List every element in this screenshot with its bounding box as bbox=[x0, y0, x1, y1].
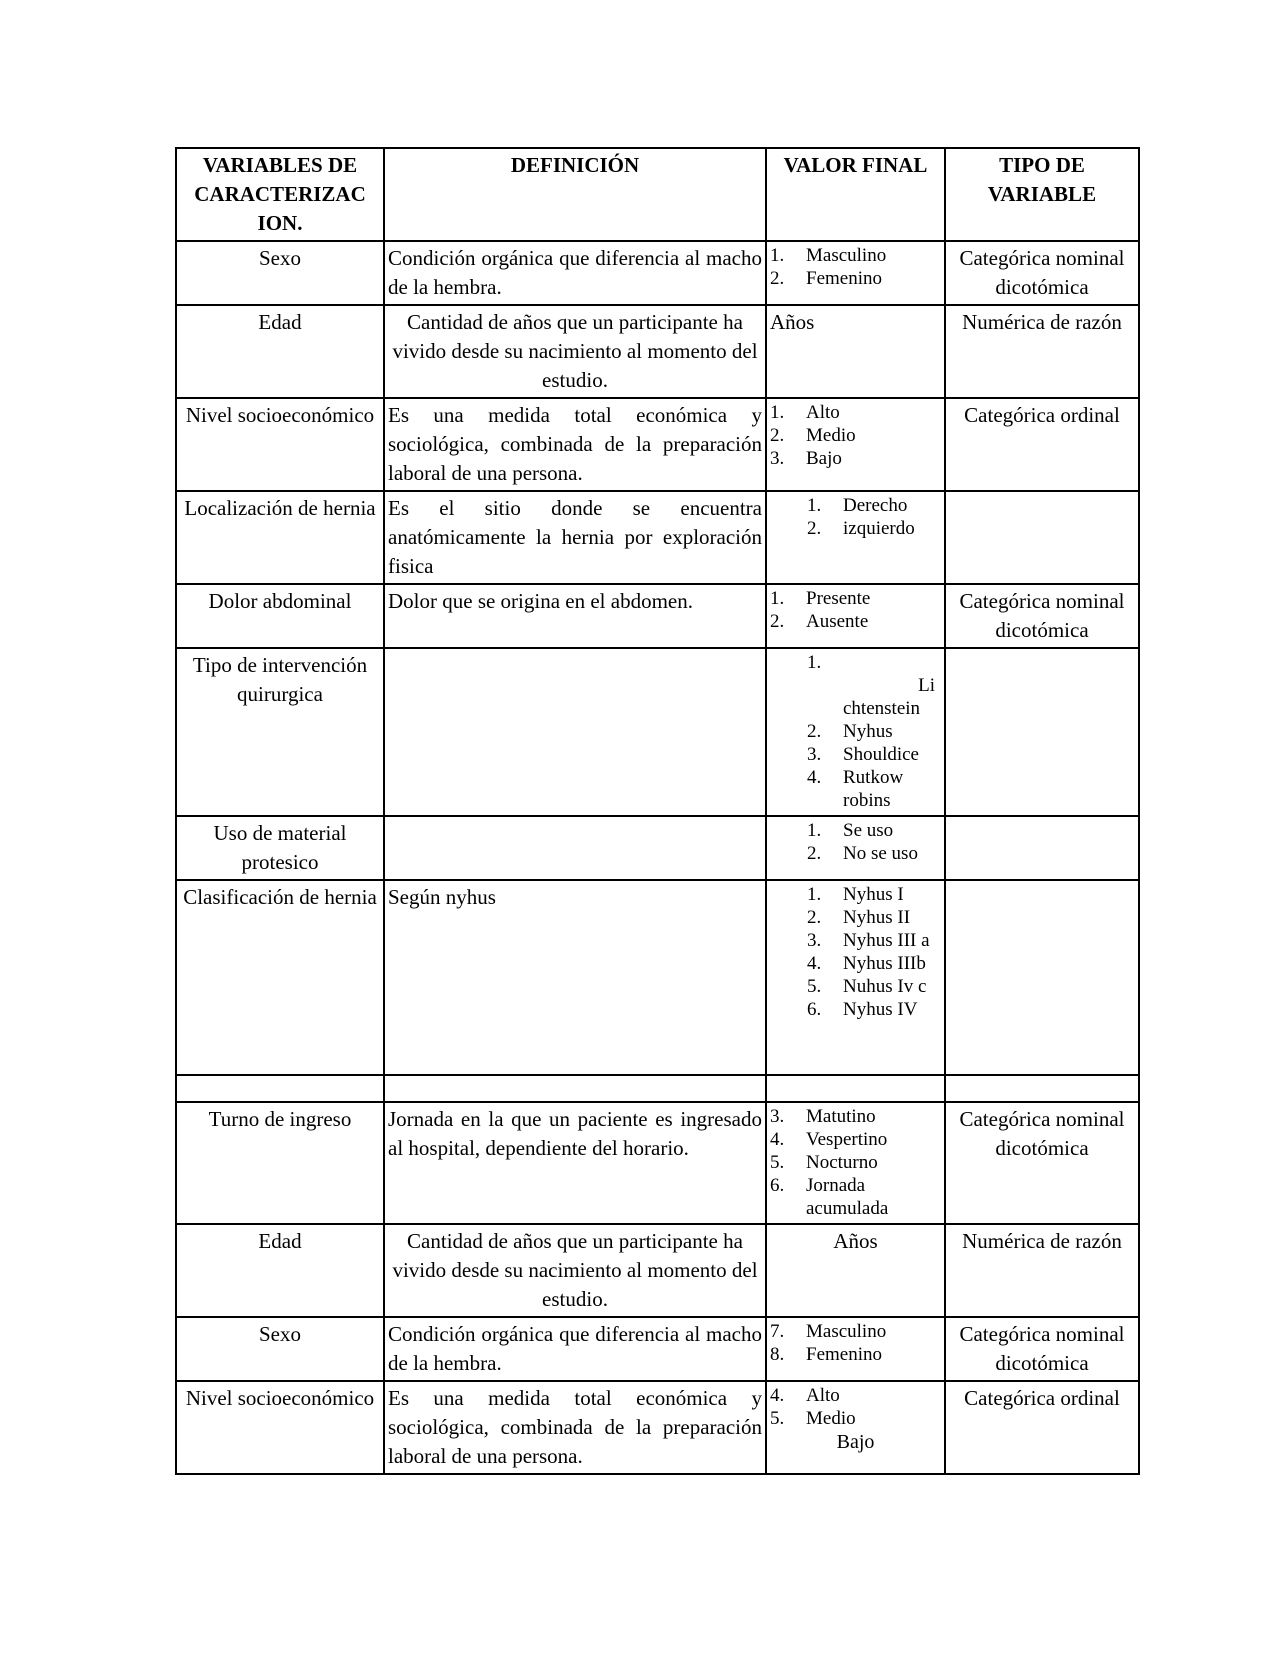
table-row bbox=[176, 1224, 1139, 1317]
list-item: 2. Ausente bbox=[770, 611, 869, 632]
variable-cell: Clasificación de hernia bbox=[176, 880, 384, 1075]
table-row bbox=[176, 491, 1139, 584]
variable-cell: Dolor abdominal bbox=[176, 584, 384, 648]
table-row bbox=[176, 241, 1139, 305]
value-cell bbox=[766, 1102, 945, 1224]
table-row bbox=[176, 816, 1139, 880]
table-row bbox=[176, 1317, 1139, 1381]
type-cell bbox=[945, 880, 1139, 1075]
value-cell bbox=[766, 398, 945, 491]
list-item: 7. Masculino bbox=[770, 1321, 887, 1342]
type-cell bbox=[945, 816, 1139, 880]
header-tipo: TIPO DE VARIABLE bbox=[945, 148, 1139, 241]
variable-cell: Uso de material protesico bbox=[176, 816, 384, 880]
value-list bbox=[770, 1384, 941, 1430]
type-cell: Numérica de razón bbox=[945, 1224, 1139, 1317]
variable-cell: Localización de hernia bbox=[176, 491, 384, 584]
list-item: 6. Nyhus IV bbox=[807, 999, 918, 1020]
table-row bbox=[176, 648, 1139, 816]
table-row bbox=[176, 1102, 1139, 1224]
value-cell bbox=[766, 491, 945, 584]
list-item: chtenstein bbox=[843, 698, 921, 719]
table-row bbox=[176, 398, 1139, 491]
value-cell bbox=[766, 816, 945, 880]
list-item: 1. Alto bbox=[770, 402, 840, 423]
definition-cell: Jornada en la que un paciente es ingresado al hospital, dependiente del horario. bbox=[384, 1102, 766, 1224]
value-cell: Años bbox=[766, 1224, 945, 1317]
definition-cell: Condición orgánica que diferencia al macho de la hembra. bbox=[384, 241, 766, 305]
list-item: 2. izquierdo bbox=[807, 518, 915, 539]
header-variables: VARIABLES DE CARACTERIZAC ION. bbox=[176, 148, 384, 241]
variable-cell: Nivel socioeconómico bbox=[176, 1381, 384, 1474]
variable-cell: Sexo bbox=[176, 1317, 384, 1381]
variable-cell: Sexo bbox=[176, 241, 384, 305]
list-item: 2. No se uso bbox=[807, 843, 918, 864]
list-item: 1. Nyhus I bbox=[807, 884, 904, 905]
value-list bbox=[770, 401, 941, 470]
type-cell: Categórica ordinal bbox=[945, 398, 1139, 491]
type-cell bbox=[945, 491, 1139, 584]
list-item: 3. Bajo bbox=[770, 448, 842, 469]
definition-cell: Cantidad de años que un participante ha vivido desde su nacimiento al momento del estudio. bbox=[384, 1224, 766, 1317]
value-cell bbox=[766, 584, 945, 648]
type-cell: Categórica nominal dicotómica bbox=[945, 241, 1139, 305]
type-cell: Numérica de razón bbox=[945, 305, 1139, 398]
list-item: 4. Alto bbox=[770, 1385, 840, 1406]
value-cell: Años bbox=[766, 305, 945, 398]
list-item: 2. Femenino bbox=[770, 268, 882, 289]
type-cell: Categórica ordinal bbox=[945, 1381, 1139, 1474]
variable-cell: Edad bbox=[176, 305, 384, 398]
type-cell bbox=[945, 648, 1139, 816]
definition-cell bbox=[384, 648, 766, 816]
list-item: 6. Jornada acumulada bbox=[770, 1175, 889, 1219]
value-cell bbox=[766, 1381, 945, 1474]
list-item: 1. bbox=[807, 652, 822, 673]
list-item: 1. Masculino bbox=[770, 245, 887, 266]
list-item: 8. Femenino bbox=[770, 1344, 882, 1365]
list-item: 3. Nyhus III a bbox=[807, 930, 930, 951]
value-list bbox=[770, 1105, 941, 1220]
definition-cell: Es una medida total económica y sociológica, combinada de la preparación laboral de una persona. bbox=[384, 398, 766, 491]
type-cell: Categórica nominal dicotómica bbox=[945, 584, 1139, 648]
value-extra: Bajo bbox=[836, 1431, 875, 1453]
list-item: 4. Vespertino bbox=[770, 1129, 888, 1150]
definition-cell: Según nyhus bbox=[384, 880, 766, 1075]
list-item: 5. Medio bbox=[770, 1408, 856, 1429]
list-item: 1. Presente bbox=[770, 588, 871, 609]
table-row bbox=[176, 584, 1139, 648]
definition-cell: Es una medida total económica y sociológica, combinada de la preparación laboral de una persona. bbox=[384, 1381, 766, 1474]
variable-cell: Edad bbox=[176, 1224, 384, 1317]
definition-cell: Dolor que se origina en el abdomen. bbox=[384, 584, 766, 648]
table-row bbox=[176, 880, 1139, 1075]
table-row bbox=[176, 1381, 1139, 1474]
type-cell: Categórica nominal dicotómica bbox=[945, 1102, 1139, 1224]
list-item: 1. Se uso bbox=[807, 820, 894, 841]
list-item: 5. Nuhus Iv c bbox=[807, 976, 927, 997]
value-list bbox=[770, 244, 941, 290]
list-item: Li bbox=[918, 675, 935, 696]
list-item: 2. Nyhus II bbox=[807, 907, 911, 928]
value-list bbox=[770, 1320, 941, 1366]
definition-cell: Condición orgánica que diferencia al macho de la hembra. bbox=[384, 1317, 766, 1381]
header-valor-final: VALOR FINAL bbox=[766, 148, 945, 241]
list-item: 5. Nocturno bbox=[770, 1152, 878, 1173]
variables-table bbox=[175, 147, 1140, 1475]
list-item: 4. Nyhus IIIb bbox=[807, 953, 926, 974]
definition-cell bbox=[384, 816, 766, 880]
list-item: 2. Medio bbox=[770, 425, 856, 446]
value-list bbox=[770, 819, 941, 865]
definition-cell: Es el sitio donde se encuentra anatómicamente la hernia por exploración fisica bbox=[384, 491, 766, 584]
definition-cell: Cantidad de años que un participante ha vivido desde su nacimiento al momento del estudio. bbox=[384, 305, 766, 398]
value-list bbox=[770, 494, 941, 540]
variable-cell: Nivel socioeconómico bbox=[176, 398, 384, 491]
variable-cell: Tipo de intervención quirurgica bbox=[176, 648, 384, 816]
table-row bbox=[176, 305, 1139, 398]
empty-row bbox=[176, 1075, 1139, 1102]
table-header-row bbox=[176, 148, 1139, 241]
list-item: 3. Shouldice bbox=[807, 744, 919, 765]
value-cell bbox=[766, 1317, 945, 1381]
value-cell bbox=[766, 880, 945, 1075]
type-cell: Categórica nominal dicotómica bbox=[945, 1317, 1139, 1381]
value-list bbox=[770, 883, 941, 1021]
value-cell bbox=[766, 241, 945, 305]
value-cell bbox=[766, 648, 945, 816]
variable-cell: Turno de ingreso bbox=[176, 1102, 384, 1224]
header-definicion: DEFINICIÓN bbox=[384, 148, 766, 241]
value-list bbox=[770, 651, 941, 812]
list-item: 2. Nyhus bbox=[807, 721, 893, 742]
list-item: 4. Rutkow robins bbox=[807, 767, 904, 811]
list-item: 1. Derecho bbox=[807, 495, 908, 516]
value-list bbox=[770, 587, 941, 633]
list-item: 3. Matutino bbox=[770, 1106, 876, 1127]
